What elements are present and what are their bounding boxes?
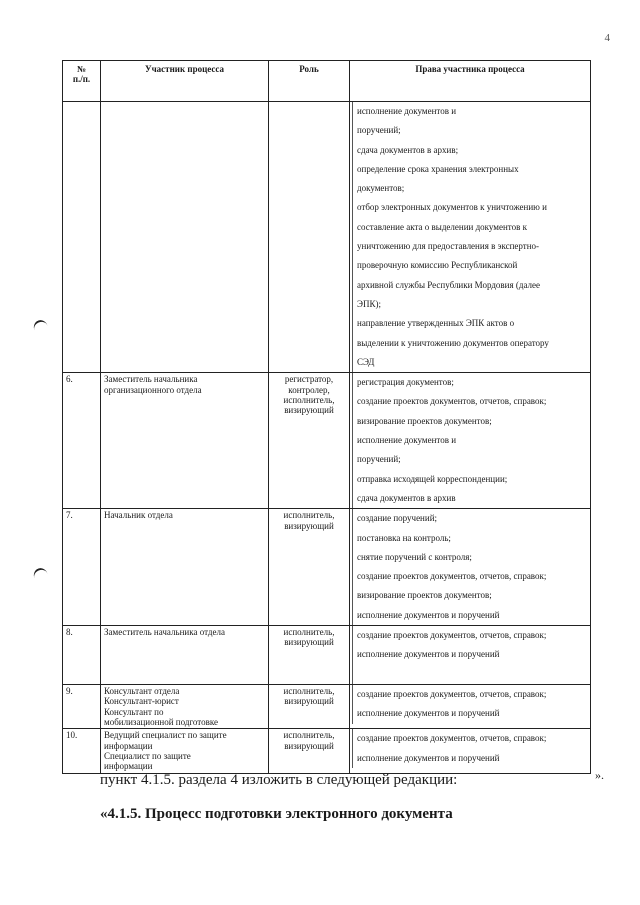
right-item: визирование проектов документов; [352,412,590,431]
right-item: выделении к уничтожению документов оператору [352,334,590,353]
right-item: СЭД [352,353,590,372]
right-item: постановка на контроль; [352,529,590,548]
right-item: создание проектов документов, отчетов, справок; [352,626,590,645]
table-row [63,373,591,509]
cell-participant [101,102,269,373]
right-item: исполнение документов и поручений [352,606,590,625]
cell-participant: Начальник отдела [101,509,269,626]
right-item [352,665,590,684]
right-item: исполнение документов и поручений [352,645,590,664]
right-item: создание проектов документов, отчетов, справок; [352,567,590,586]
section-heading: «4.1.5. Процесс подготовки электронного документа [100,806,453,822]
cell-number: 7. [63,509,101,626]
table-header-row [63,61,591,102]
cell-participant: Заместитель начальника отдела [101,626,269,685]
right-item: создание проектов документов, отчетов, справок; [352,392,590,411]
cell-number: 10. [63,729,101,773]
cell-number: 8. [63,626,101,685]
right-item: создание проектов документов, отчетов, справок; [352,729,590,748]
right-item: составление акта о выделении документов к [352,218,590,237]
cell-rights [350,373,591,509]
right-item: проверочную комиссию Республиканской [352,256,590,275]
header-number: № п./п. [63,61,101,102]
margin-mark [32,566,51,586]
cell-number [63,102,101,373]
right-item: документов; [352,179,590,198]
table-row [63,509,591,626]
process-participants-table [62,60,591,774]
right-item: исполнение документов и [352,102,590,121]
right-item: уничтожению для предоставления в экспертно- [352,237,590,256]
cell-number: 9. [63,684,101,728]
table-row [63,684,591,728]
cell-role: регистратор, контролер, исполнитель, визирующий [269,373,350,509]
table-row [63,729,591,773]
right-item: исполнение документов и поручений [352,749,590,768]
cell-role: исполнитель, визирующий [269,684,350,728]
cell-role: исполнитель, визирующий [269,509,350,626]
right-item: определение срока хранения электронных [352,160,590,179]
header-rights: Права участника процесса [350,61,591,102]
cell-rights [350,102,591,373]
right-item: ЭПК); [352,295,590,314]
header-role: Роль [269,61,350,102]
cell-role: исполнитель, визирующий [269,729,350,773]
cell-rights [350,729,591,773]
cell-rights [350,509,591,626]
table-row [63,626,591,685]
margin-mark [32,318,51,338]
right-item: сдача документов в архив [352,489,590,508]
right-item: отправка исходящей корреспонденции; [352,470,590,489]
right-item: регистрация документов; [352,373,590,392]
right-item: поручений; [352,450,590,469]
cell-participant: Ведущий специалист по защите информации Специалист по защите информации [101,729,269,773]
right-item: снятие поручений с контроля; [352,548,590,567]
cell-participant: Заместитель начальника организационного отдела [101,373,269,509]
right-item: визирование проектов документов; [352,586,590,605]
right-item: отбор электронных документов к уничтожению и [352,198,590,217]
cell-role [269,102,350,373]
amendment-text: пункт 4.1.5. раздела 4 изложить в следующей редакции: [100,772,458,788]
right-item: архивной службы Республики Мордовия (далее [352,276,590,295]
right-item: поручений; [352,121,590,140]
right-item: сдача документов в архив; [352,141,590,160]
closing-quote: ». [595,768,604,782]
right-item: создание проектов документов, отчетов, справок; [352,685,590,704]
right-item: исполнение документов и [352,431,590,450]
table-row-continuation [63,102,591,373]
cell-participant: Консультант отдела Консультант-юрист Консультант по мобилизационной подготовке [101,684,269,728]
cell-rights [350,684,591,728]
page-number: 4 [604,32,610,44]
right-item: направление утвержденных ЭПК актов о [352,314,590,333]
right-item: исполнение документов и поручений [352,704,590,723]
right-item: создание поручений; [352,509,590,528]
header-participant: Участник процесса [101,61,269,102]
cell-number: 6. [63,373,101,509]
cell-role: исполнитель, визирующий [269,626,350,685]
cell-rights [350,626,591,685]
